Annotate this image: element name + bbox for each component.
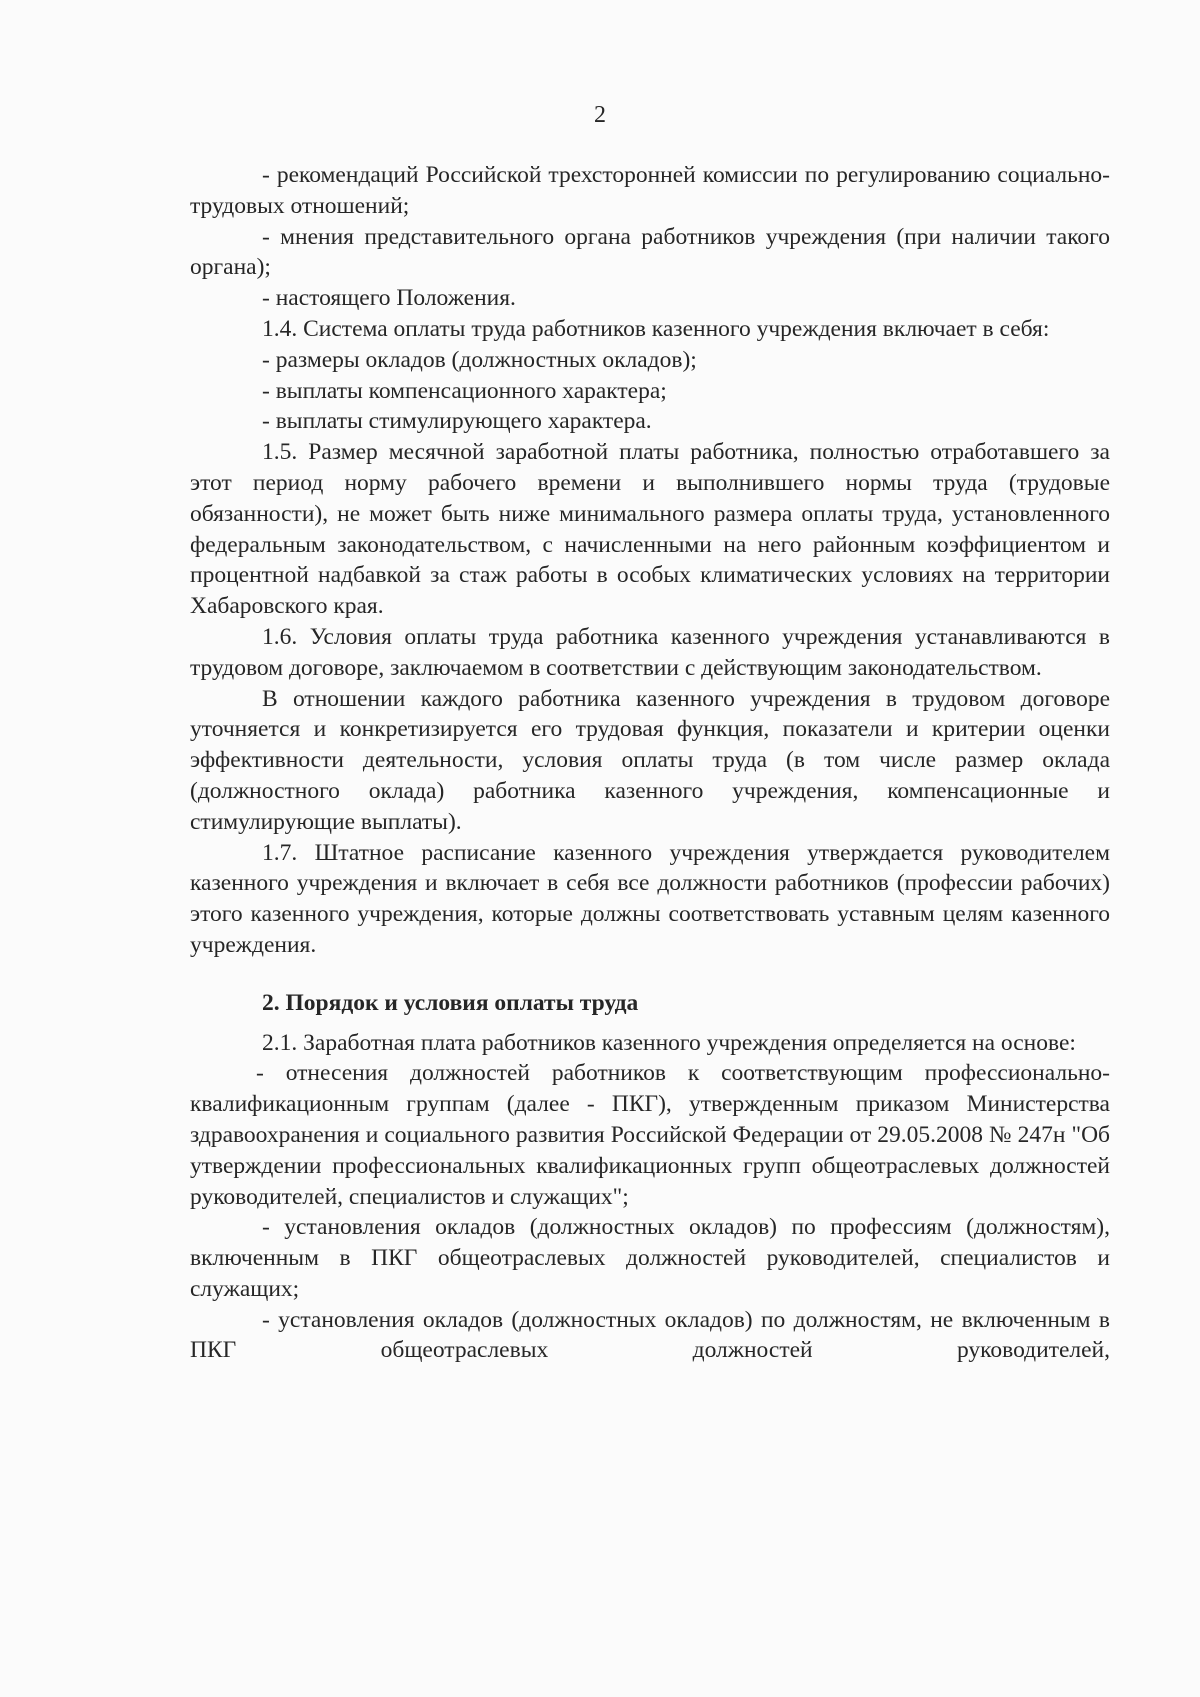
page-number: 2 [594, 102, 606, 128]
paragraph-1-7: 1.7. Штатное расписание казенного учреждения утверждается руководителем казенного учреждения и включает в себя все должности работников (профессии рабочих) этого казенного учреждения, которые должны соответствовать уставным целям казенного учреждения. [190, 839, 1110, 958]
list-item-pkg-salaries: - установления окладов (должностных окладов) по профессиям (должностям), включенным в ПКГ общеотраслевых должностей руководителей, специалистов и служащих; [190, 1214, 1110, 1302]
list-item-compensation: - выплаты компенсационного характера; [262, 377, 667, 404]
paragraph-trilateral-commission: - рекомендаций Российской трехсторонней комиссии по регулированию социально-трудовых отношений; [190, 162, 1110, 219]
paragraph-1-5: 1.5. Размер месячной заработной платы работника, полностью отработавшего за этот период норму рабочего времени и выполнившего нормы труда (трудовые обязанности), не может быть ниже минимального размера оплаты труда, установленного федеральным законодательством, с начисленными на него районным коэффициентом и процентной надбавкой за стаж работы в особых климатических условиях на территории Хабаровского края. [190, 439, 1110, 620]
paragraph-2-1: 2.1. Заработная плата работников казенного учреждения определяется на основе: [262, 1029, 1076, 1056]
paragraph-representative-body: - мнения представительного органа работников учреждения (при наличии такого органа); [190, 223, 1110, 281]
document-body [190, 160, 1110, 1366]
paragraph-1-4: 1.4. Система оплаты труда работников казенного учреждения включает в себя: [262, 315, 1050, 342]
list-item-incentive: - выплаты стимулирующего характера. [262, 408, 652, 435]
list-item-salaries: - размеры окладов (должностных окладов); [262, 346, 697, 373]
paragraph-this-regulation: - настоящего Положения. [262, 285, 516, 312]
list-item-non-pkg-salaries: - установления окладов (должностных окладов) по должностям, не включенным в ПКГ общеотраслевых должностей руководителей, [190, 1306, 1110, 1364]
paragraph-employment-contract: В отношении каждого работника казенного учреждения в трудовом договоре уточняется и конкретизируется его трудовая функция, показатели и критерии оценки эффективности деятельности, условия оплаты труда (в том числе размер оклада (должностного оклада) работника казенного учреждения, компенсационные и стимулирующие выплаты). [190, 685, 1110, 835]
section-heading: 2. Порядок и условия оплаты труда [262, 989, 639, 1016]
list-item-pkg-assignment: - отнесения должностей работников к соответствующим профессионально-квалификационным группам (далее - ПКГ), утвержденным приказом Министерства здравоохранения и социального развития Российской Федерации от 29.05.2008 № 247н "Об утверждении профессиональных квалификационных групп общеотраслевых должностей руководителей, специалистов и служащих"; [190, 1060, 1110, 1210]
paragraph-1-6: 1.6. Условия оплаты труда работника казенного учреждения устанавливаются в трудовом договоре, заключаемом в соответствии с действующим законодательством. [190, 623, 1110, 681]
